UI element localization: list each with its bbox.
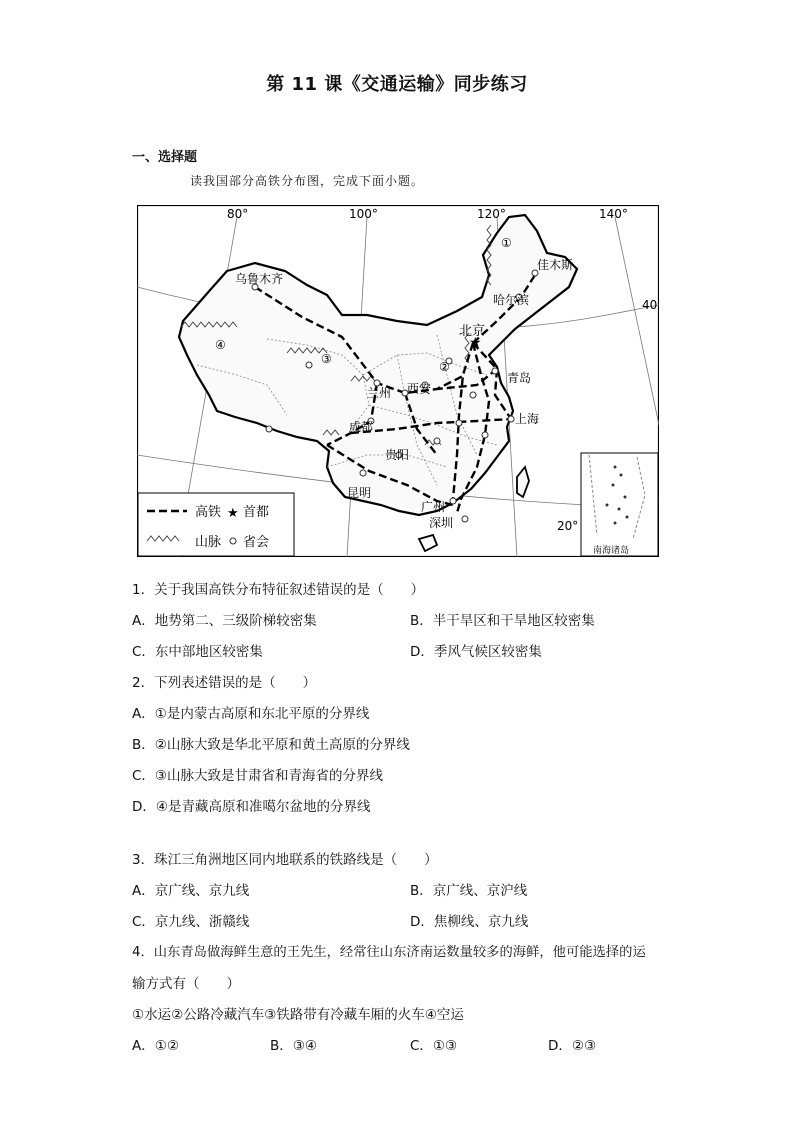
question-1-stem: 1．关于我国高铁分布特征叙述错误的是（ ）: [132, 582, 425, 598]
south-china-sea-inset: [581, 453, 658, 556]
page-title: 第 11 课《交通运输》同步练习: [266, 74, 528, 95]
city-qingdao: 青岛: [507, 371, 532, 385]
question-3-option-b[interactable]: B．京广线、京沪线: [410, 883, 528, 899]
question-3-option-c[interactable]: C．京九线、浙赣线: [132, 914, 250, 930]
question-1-option-a[interactable]: A．地势第二、三级阶梯较密集: [132, 613, 317, 629]
question-3-stem: 3．珠江三角洲地区同内地联系的铁路线是（ ）: [132, 852, 438, 868]
question-2-stem: 2．下列表述错误的是（ ）: [132, 675, 317, 691]
city-beijing: 北京: [459, 324, 486, 339]
lon-label-80: 80°: [227, 207, 249, 221]
capital-star: ★: [469, 335, 482, 351]
section-heading: 一、选择题: [132, 150, 198, 165]
legend-capital: 首都: [243, 505, 270, 520]
question-4-option-c[interactable]: C．①③: [410, 1038, 458, 1054]
marker-2: ②: [439, 360, 450, 374]
lon-label-140: 140°: [599, 207, 628, 221]
legend-rail: 高铁: [195, 505, 222, 520]
question-1-option-d[interactable]: D．季风气候区较密集: [410, 644, 542, 660]
question-1-option-c[interactable]: C．东中部地区较密集: [132, 644, 263, 660]
city-harbin: 哈尔滨: [493, 293, 530, 307]
question-4-stem-line1: 4．山东青岛做海鲜生意的王先生，经常往山东济南运数量较多的海鲜，他可能选择的运: [132, 945, 646, 960]
question-3-option-a[interactable]: A．京广线、京九线: [132, 883, 250, 899]
legend-star-icon: ★: [227, 506, 239, 521]
question-1-option-b[interactable]: B．半干旱区和干旱地区较密集: [410, 613, 595, 629]
marker-1: ①: [501, 236, 512, 250]
question-2-option-c[interactable]: C．③山脉大致是甘肃省和青海省的分界线: [132, 768, 384, 784]
city-guangzhou: 广州: [421, 500, 446, 514]
question-2-option-a[interactable]: A．①是内蒙古高原和东北平原的分界线: [132, 706, 370, 722]
question-4-stem-line2: 输方式有（ ）: [132, 976, 240, 992]
question-4-choices-list: ①水运②公路冷藏汽车③铁路带有冷藏车厢的火车④空运: [132, 1007, 464, 1023]
marker-4: ④: [215, 338, 226, 352]
lon-label-100: 100°: [349, 207, 378, 221]
intro-text: 读我国部分高铁分布图，完成下面小题。: [190, 174, 425, 188]
city-guiyang: 贵阳: [385, 448, 410, 462]
high-speed-rail-map: [137, 205, 659, 557]
marker-3: ③: [321, 352, 332, 366]
question-3-option-d[interactable]: D．焦柳线、京九线: [410, 914, 529, 930]
lon-label-120: 120°: [477, 207, 506, 221]
city-chengdu: 成都: [349, 420, 374, 434]
question-2-option-d[interactable]: D．④是青藏高原和准噶尔盆地的分界线: [132, 799, 371, 815]
question-2-option-b[interactable]: B．②山脉大致是华北平原和黄土高原的分界线: [132, 737, 410, 753]
legend-mountain: 山脉: [195, 535, 222, 550]
city-shanghai: 上海: [515, 412, 540, 426]
question-4-option-a[interactable]: A．①②: [132, 1038, 179, 1054]
question-4-option-d[interactable]: D．②③: [548, 1038, 597, 1054]
legend-province-capital: 省会: [243, 535, 270, 550]
map-legend: [138, 493, 294, 556]
city-shenzhen: 深圳: [429, 516, 454, 530]
city-xian: 西安: [407, 382, 432, 396]
question-4-option-b[interactable]: B．③④: [270, 1038, 317, 1054]
city-urumqi: 乌鲁木齐: [235, 272, 284, 286]
lat-label-40: 40: [642, 298, 658, 312]
lat-label-20: 20°: [557, 519, 579, 533]
city-kunming: 昆明: [347, 486, 372, 500]
city-lanzhou: 兰州: [367, 386, 392, 400]
inset-label: 南海诸岛: [593, 546, 630, 556]
city-jiamusi: 佳木斯: [537, 258, 574, 272]
